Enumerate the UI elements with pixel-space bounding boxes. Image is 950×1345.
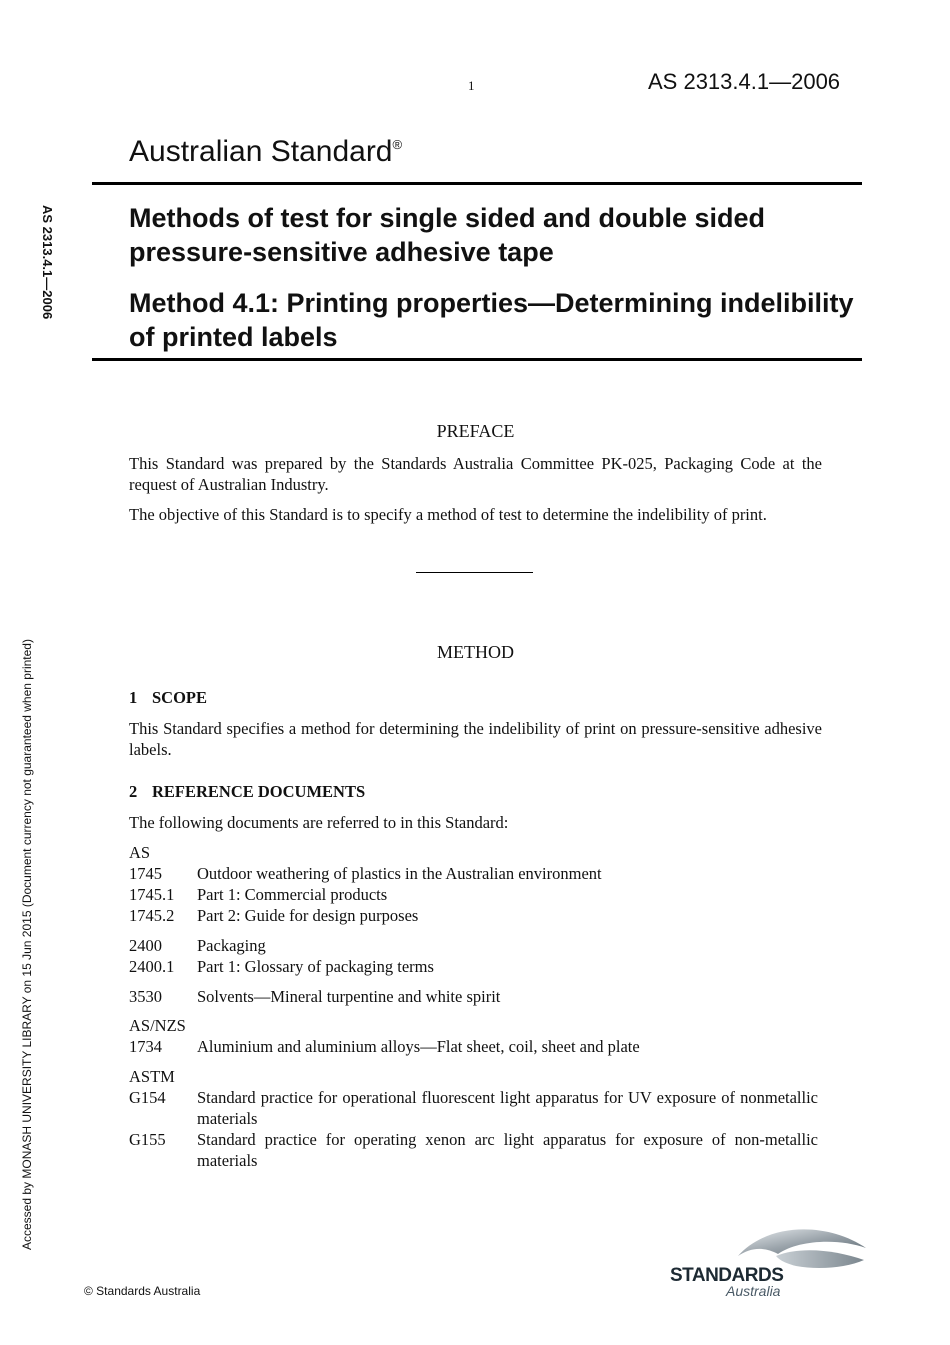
references-intro: The following documents are referred to in this Standard: <box>129 813 509 832</box>
reference-code: 2400 <box>129 936 162 955</box>
side-standard-id: AS 2313.4.1—2006 <box>40 205 55 320</box>
section-number: 2 <box>129 782 138 801</box>
reference-description: Part 1: Commercial products <box>197 885 388 904</box>
reference-item <box>129 1087 818 1129</box>
section-divider <box>416 572 533 573</box>
reference-description: Part 2: Guide for design purposes <box>197 906 419 925</box>
standards-australia-logo <box>668 1226 868 1298</box>
logo-subword: Australia <box>726 1283 781 1298</box>
reference-item <box>129 863 818 884</box>
reference-item <box>129 986 818 1007</box>
access-note: Accessed by MONASH UNIVERSITY LIBRARY on 15 Jun 2015 (Document currency not guaranteed when printed) <box>20 639 34 1250</box>
method-heading: METHOD <box>437 642 514 662</box>
page-number: 1 <box>468 78 475 93</box>
reference-code: 1745 <box>129 864 162 883</box>
reference-item <box>129 956 818 977</box>
reference-description: Aluminium and aluminium alloys—Flat sheet, coil, sheet and plate <box>197 1037 640 1056</box>
reference-code: G155 <box>129 1130 166 1149</box>
section-number: 1 <box>129 688 138 707</box>
reference-group-title: AS/NZS <box>129 1016 186 1035</box>
reference-code: 1745.2 <box>129 906 175 925</box>
scope-heading <box>129 688 207 708</box>
reference-group-asnzs <box>129 1015 818 1057</box>
reference-item <box>129 1036 818 1057</box>
reference-description: Packaging <box>197 936 266 955</box>
registered-mark: ® <box>392 137 403 152</box>
reference-description: Standard practice for operating xenon arc light apparatus for exposure of non-metallic materials <box>197 1130 818 1170</box>
scope-text: This Standard specifies a method for determining the indelibility of print on pressure-sensitive adhesive labels. <box>129 719 822 759</box>
reference-group-as <box>129 842 818 1007</box>
logo-swoosh-icon <box>668 1226 868 1298</box>
reference-description: Standard practice for operational fluorescent light apparatus for UV exposure of nonmetallic materials <box>197 1088 818 1128</box>
logo-word: STANDARDS <box>670 1265 784 1286</box>
brand-text: Australian Standard <box>129 135 393 168</box>
bottom-rule <box>92 358 862 361</box>
document-title: Methods of test for single sided and double sided pressure-sensitive adhesive tape <box>129 203 766 267</box>
standard-brand <box>129 135 402 169</box>
reference-description: Outdoor weathering of plastics in the Australian environment <box>197 864 602 883</box>
reference-item <box>129 935 818 956</box>
reference-item <box>129 905 818 926</box>
preface-paragraph: The objective of this Standard is to specify a method of test to determine the indelibility of print. <box>129 505 767 524</box>
section-title: REFERENCE DOCUMENTS <box>152 782 366 801</box>
preface-heading: PREFACE <box>436 421 515 441</box>
method-title: Method 4.1: Printing properties—Determining indelibility of printed labels <box>129 288 854 352</box>
reference-group-title: ASTM <box>129 1067 175 1086</box>
references-heading <box>129 782 365 802</box>
footer-copyright: © Standards Australia <box>84 1284 201 1298</box>
standard-id: AS 2313.4.1—2006 <box>648 69 841 94</box>
reference-code: 3530 <box>129 987 162 1006</box>
reference-item <box>129 884 818 905</box>
preface-paragraph: This Standard was prepared by the Standards Australia Committee PK-025, Packaging Code at the request of Australian Industry. <box>129 454 822 494</box>
reference-item <box>129 1129 818 1171</box>
reference-description: Solvents—Mineral turpentine and white spirit <box>197 987 501 1006</box>
reference-group-astm <box>129 1066 818 1171</box>
section-title: SCOPE <box>152 688 208 707</box>
reference-code: 2400.1 <box>129 957 175 976</box>
top-rule <box>92 182 862 185</box>
reference-description: Part 1: Glossary of packaging terms <box>197 957 434 976</box>
reference-group-title: AS <box>129 843 151 862</box>
reference-code: 1734 <box>129 1037 162 1056</box>
reference-code: G154 <box>129 1088 166 1107</box>
reference-code: 1745.1 <box>129 885 175 904</box>
